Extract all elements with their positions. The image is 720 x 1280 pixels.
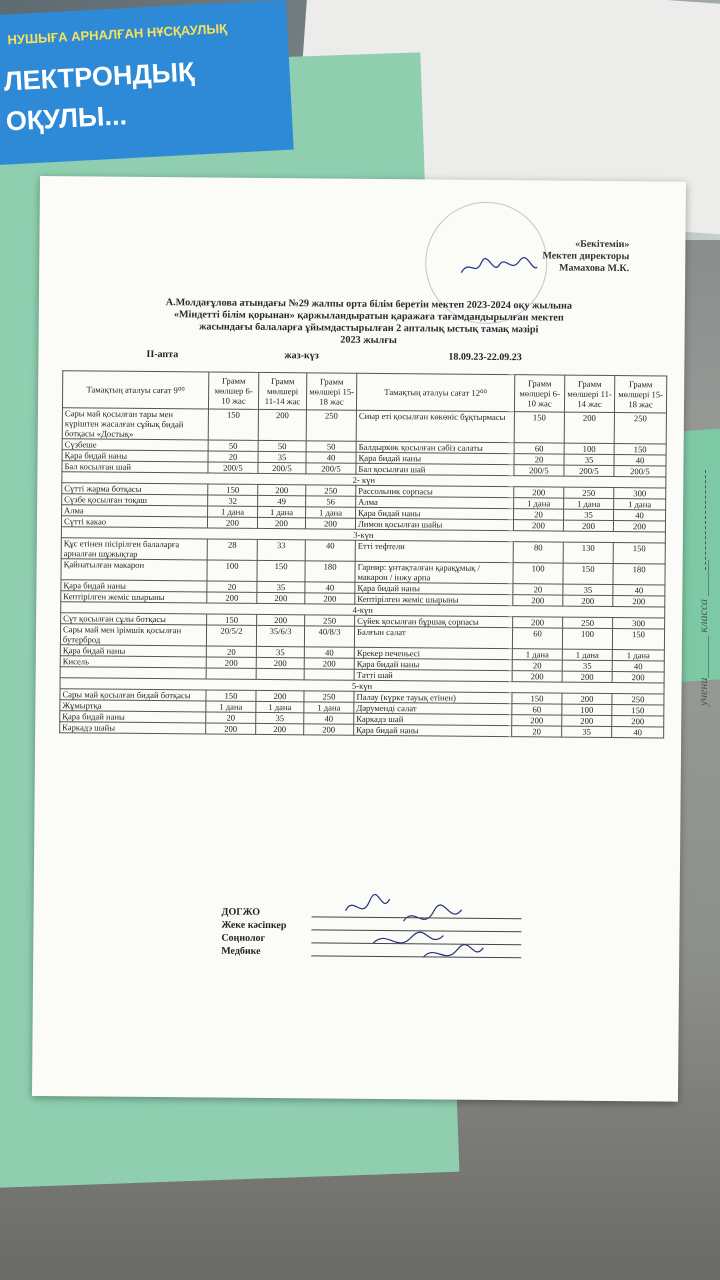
gram-cell: 250 (306, 410, 356, 441)
gram-cell: 180 (305, 561, 355, 582)
menu-table (59, 370, 667, 738)
blue-booklet (0, 0, 294, 166)
gram-cell: 33 (257, 539, 305, 560)
gram-cell: 35 (256, 646, 304, 657)
gram-cell: 1 дана (512, 649, 562, 660)
signature-line (311, 932, 521, 945)
gram-cell: 150 (614, 444, 666, 455)
gram-cell: 250 (612, 694, 664, 705)
gram-cell: 250 (564, 487, 614, 498)
gram-cell: 200 (305, 593, 355, 604)
gram-cell: 130 (563, 542, 613, 563)
gram-cell (256, 668, 304, 679)
dish-cell: Сүзбеше (62, 439, 208, 451)
gram-cell: 20 (512, 726, 562, 737)
gram-cell: 1 дана (306, 507, 356, 518)
gram-cell: 200 (206, 723, 256, 734)
approval-line-2: Мектеп директоры (542, 250, 630, 263)
gram-cell: 200 (257, 517, 305, 528)
dish-cell: Сүтті какао (61, 516, 207, 528)
gram-cell: 49 (258, 495, 306, 506)
gram-cell: 40 (305, 582, 355, 593)
dish-cell: Кисель (60, 656, 206, 668)
gram-cell: 200 (257, 614, 305, 625)
gram-cell: 35 (564, 509, 614, 520)
title-line-1: А.Молдағұлова атындағы №29 жалпы орта білім беретін мектеп 2023-2024 оқу жылына (165, 297, 573, 312)
title-line-2: «Міндетті білім қорынан» қаржыландыратын қаражаға тағамдандырылған мектеп (173, 309, 564, 324)
gram-cell: 20 (513, 584, 563, 595)
dish-cell: Сары май мен ірімшік қосылған бутерброд (60, 624, 206, 646)
gram-cell: 200 (258, 484, 306, 495)
gram-cell: 50 (208, 440, 258, 451)
gram-cell: 35 (563, 584, 613, 595)
gram-cell: 35 (564, 454, 614, 465)
gram-cell: 1 дана (562, 649, 612, 660)
gram-cell: 150 (612, 629, 664, 650)
gram-cell: 150 (257, 560, 305, 581)
gram-cell: 200/5 (258, 462, 306, 473)
gram-cell: 200 (613, 596, 665, 607)
title-line-3: жасындағы балаларға ұйымдастырылған 2 апталық ыстық тамақ мәзірі (198, 321, 539, 336)
gram-cell: 80 (513, 542, 563, 563)
dish-cell: Каркадэ шай (354, 713, 512, 725)
gram-cell: 200 (256, 723, 304, 734)
gram-cell: 150 (207, 614, 257, 625)
gram-cell: 150 (512, 693, 562, 704)
signature-label: Жеке кәсіпкер (221, 919, 287, 932)
signature-line (311, 945, 521, 958)
gram-cell: 200 (514, 487, 564, 498)
gram-cell: 200 (562, 715, 612, 726)
dish-cell: Қара бидай наны (356, 507, 514, 519)
dish-cell: Қара бидай наны (62, 450, 208, 462)
gram-cell: 40 (612, 727, 664, 738)
gram-cell: 40 (306, 452, 356, 463)
signature-line (311, 919, 521, 932)
dish-cell: Қара бидай наны (60, 645, 206, 657)
signature-label: ДОГЖО (221, 906, 261, 918)
dish-cell: Крекер печеньесі (354, 647, 512, 659)
dish-cell: Қара бидай наны (60, 711, 206, 723)
dish-cell: Қара бидай наны (355, 582, 513, 594)
gram-cell: 20 (206, 646, 256, 657)
dish-cell: Қара бидай наны (354, 658, 512, 670)
dish-cell: Құс етінен пісірілген балаларға арналған шұжықтар (61, 538, 207, 560)
gram-cell: 60 (514, 443, 564, 454)
gram-cell: 250 (563, 617, 613, 628)
dish-cell: Сүтті жарма ботқасы (62, 483, 208, 495)
gram-cell: 150 (613, 543, 665, 564)
dish-cell: Сүт қосылған сұлы ботқасы (61, 613, 207, 625)
dish-cell: Сиыр еті қосылған көкөніс бұқтырмасы (356, 410, 514, 442)
header-dish-morning: Тамақтың аталуы сағат 9⁰⁰ (62, 371, 208, 409)
signature-row (221, 945, 521, 961)
gram-cell: 1 дана (208, 506, 258, 517)
dish-cell: Алма (356, 496, 514, 508)
folder-label-line (705, 470, 706, 570)
dish-cell: Каркадэ шайы (60, 722, 206, 734)
gram-cell: 40 (304, 713, 354, 724)
gram-cell: 35 (562, 660, 612, 671)
gram-cell: 200/5 (208, 462, 258, 473)
gram-cell: 40 (614, 510, 666, 521)
approval-block (542, 238, 629, 275)
dish-cell: Қара бидай наны (354, 724, 512, 736)
gram-cell: 150 (208, 484, 258, 495)
gram-cell: 250 (614, 413, 666, 444)
dish-cell: Қара бидай наны (61, 580, 207, 592)
gram-cell: 200 (512, 715, 562, 726)
header-gram-11-14: Грамм мөлшері 11-14 жас (258, 372, 306, 409)
booklet-line-1: НУШЫҒА АРНАЛҒАН НҰСҚАУЛЫҚ (7, 20, 228, 48)
gram-cell: 28 (207, 539, 257, 560)
gram-cell: 200 (562, 693, 612, 704)
gram-cell: 20 (206, 712, 256, 723)
gram-cell: 200 (612, 716, 664, 727)
gram-cell: 200 (304, 658, 354, 669)
gram-cell: 200 (563, 520, 613, 531)
gram-cell: 200 (612, 672, 664, 683)
day-label: 4-күн (61, 602, 665, 618)
header-dish-noon: Тамақтың аталуы сағат 12⁰⁰ (356, 373, 514, 411)
gram-cell: 250 (305, 615, 355, 626)
gram-cell: 1 дана (564, 498, 614, 509)
gram-cell: 1 дана (614, 499, 666, 510)
gram-cell: 1 дана (206, 701, 256, 712)
header-gram-6-10-noon: Грамм мөлшері 6-10 жас (514, 375, 564, 412)
gram-cell: 1 дана (514, 498, 564, 509)
gram-cell: 150 (206, 690, 256, 701)
gram-cell: 60 (512, 704, 562, 715)
gram-cell: 1 дана (256, 701, 304, 712)
dish-cell: Сары май қосылған бидай ботқасы (60, 689, 206, 701)
director-signature (459, 255, 539, 280)
gram-cell: 40 (613, 585, 665, 596)
gram-cell: 250 (304, 691, 354, 702)
dish-cell: Балдыркөк қосылған сәбіз салаты (356, 441, 514, 453)
gram-cell: 40 (614, 455, 666, 466)
gram-cell: 56 (306, 496, 356, 507)
gram-cell: 150 (612, 705, 664, 716)
title-line-4: 2023 жылғы (340, 334, 397, 347)
gram-cell: 200/5 (306, 463, 356, 474)
dish-cell: Қайнатылған макарон (61, 559, 207, 581)
gram-cell: 150 (208, 409, 258, 440)
header-gram-6-10: Грамм мөлшер 6-10 жас (208, 372, 258, 409)
gram-cell: 200 (206, 657, 256, 668)
gram-cell: 150 (563, 563, 613, 584)
day-label: 2- күн (62, 472, 666, 488)
folder-label: учени_______ класса ______ (696, 560, 710, 706)
gram-cell: 40 (305, 540, 355, 561)
gram-cell: 200 (256, 657, 304, 668)
dates-label: 18.09.23-22.09.23 (448, 351, 522, 364)
gram-cell: 40/8/3 (304, 626, 354, 647)
gram-cell: 100 (513, 563, 563, 584)
gram-cell: 60 (512, 628, 562, 649)
signature-label: Медбике (221, 945, 261, 957)
dish-cell: Лимон қосылған шайы (355, 518, 513, 530)
dish-cell: Палау (күркe тауық етінен) (354, 691, 512, 703)
gram-cell: 35 (562, 726, 612, 737)
day-label: 5-күн (60, 678, 664, 694)
approval-line-3: Мамахова М.К. (559, 262, 630, 275)
gram-cell: 200 (207, 592, 257, 603)
gram-cell: 35 (257, 581, 305, 592)
gram-cell: 35 (256, 712, 304, 723)
gram-cell: 20 (514, 509, 564, 520)
booklet-line-2: ЛЕКТРОНДЫҚ (2, 56, 196, 97)
gram-cell: 200 (563, 595, 613, 606)
gram-cell: 200 (257, 592, 305, 603)
gram-cell: 50 (306, 441, 356, 452)
week-label: II-апта (146, 348, 179, 361)
dish-cell: Кептірілген жеміс шырыны (355, 593, 513, 605)
gram-cell: 200 (512, 671, 562, 682)
gram-cell: 200 (513, 520, 563, 531)
gram-cell: 1 дана (304, 702, 354, 713)
signature-block (221, 906, 521, 961)
dish-cell: Тәтті шай (354, 669, 512, 681)
booklet-line-3: ОҚУЛЫ... (5, 100, 128, 137)
gram-cell: 20 (207, 581, 257, 592)
gram-cell: 20 (514, 454, 564, 465)
gram-cell: 200 (256, 690, 304, 701)
gram-cell: 100 (562, 628, 612, 649)
gram-cell: 180 (613, 564, 665, 585)
gram-cell: 200/5 (514, 465, 564, 476)
gram-cell: 20 (512, 660, 562, 671)
gram-cell: 200 (305, 518, 355, 529)
header-gram-15-18-noon: Грамм мөлшері 15-18 жас (614, 376, 666, 413)
signature-label: Соңнолог (221, 932, 266, 944)
gram-cell: 40 (304, 647, 354, 658)
dish-cell: Балғын салат (354, 626, 512, 648)
menu-sheet (32, 176, 686, 1102)
table-header-row (62, 371, 666, 413)
gram-cell (304, 669, 354, 680)
document-title (109, 297, 629, 350)
gram-cell: 200 (564, 412, 614, 443)
gram-cell: 200 (258, 409, 306, 440)
gram-cell: 40 (612, 661, 664, 672)
signature-line (312, 906, 522, 919)
dish-cell: Рассольник сорпасы (356, 485, 514, 497)
gram-cell: 100 (207, 560, 257, 581)
dish-cell: Дәрумендi салат (354, 702, 512, 714)
gram-cell: 200 (613, 521, 665, 532)
dish-cell: Кептірілген жеміс шырыны (61, 591, 207, 603)
approval-line-1: «Бекітемін» (575, 238, 630, 251)
gram-cell: 200/5 (564, 465, 614, 476)
dish-cell: Сары май қосылған тары мен күріштен жасалған сұйық бидай ботқасы «Достық» (62, 408, 208, 440)
gram-cell: 35 (258, 451, 306, 462)
gram-cell: 300 (614, 488, 666, 499)
gram-cell: 200 (513, 617, 563, 628)
gram-cell: 200 (207, 517, 257, 528)
season-label: жаз-күз (284, 350, 319, 362)
gram-cell: 300 (613, 618, 665, 629)
dish-cell: Жұмыртқа (60, 700, 206, 712)
gram-cell: 250 (306, 485, 356, 496)
dish-cell: Сүзбе қосылған тоқаш (62, 494, 208, 506)
header-gram-15-18: Грамм мөлшері 15-18 жас (306, 373, 356, 410)
dish-cell: Қара бидай наны (356, 452, 514, 464)
gram-cell: 200/5 (614, 466, 666, 477)
dish-cell: Сүйек қосылған бұршақ сорпасы (355, 615, 513, 627)
gram-cell: 50 (258, 440, 306, 451)
dish-cell: Бал қосылған шай (356, 463, 514, 475)
dish-cell: Етті тефтели (355, 540, 513, 562)
gram-cell: 100 (564, 443, 614, 454)
dish-cell: Гарнир: ұнтақталған қарақұмық / макарон / інжу арпа (355, 561, 513, 583)
menu-table-body (60, 408, 667, 738)
gram-cell: 100 (562, 704, 612, 715)
gram-cell: 200 (513, 595, 563, 606)
gram-cell: 32 (208, 495, 258, 506)
dish-cell: Бал косылған шай (62, 461, 208, 473)
dish-cell: Алма (62, 505, 208, 517)
gram-cell: 150 (514, 412, 564, 443)
gram-cell: 35/6/3 (256, 625, 304, 646)
gram-cell: 1 дана (612, 650, 664, 661)
gram-cell: 200 (304, 724, 354, 735)
gram-cell (206, 668, 256, 679)
gram-cell: 200 (562, 671, 612, 682)
header-gram-11-14-noon: Грамм мөлшері 11-14 жас (564, 375, 614, 412)
day-label: 3-күн (61, 527, 665, 543)
gram-cell: 1 дана (258, 506, 306, 517)
gram-cell: 20/5/2 (206, 625, 256, 646)
gram-cell: 20 (208, 451, 258, 462)
